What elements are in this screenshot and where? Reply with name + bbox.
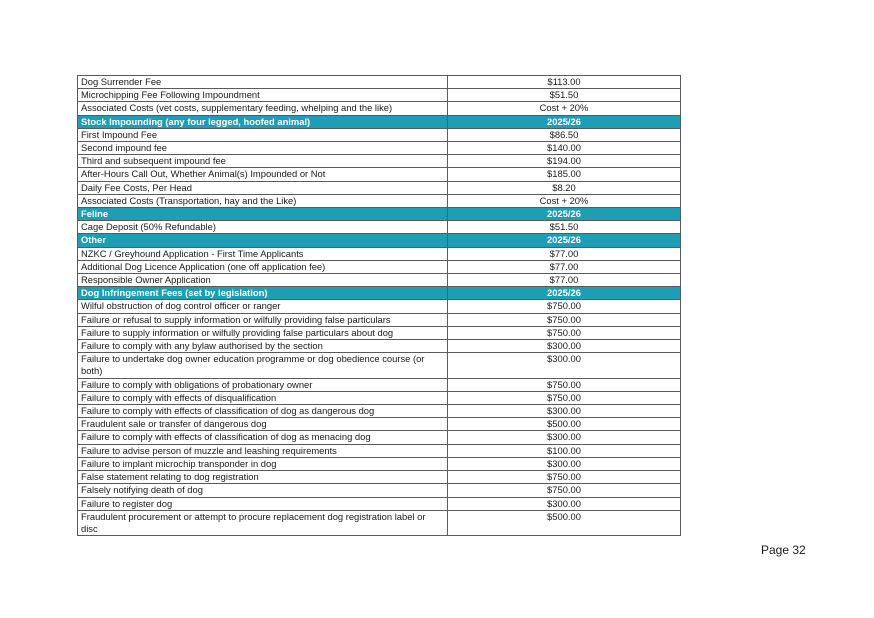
fee-amount: $100.00 bbox=[448, 444, 681, 457]
fee-amount: $500.00 bbox=[448, 418, 681, 431]
section-year: 2025/26 bbox=[448, 115, 681, 128]
fee-description: Failure to comply with effects of disqualification bbox=[78, 391, 448, 404]
fee-amount: $750.00 bbox=[448, 326, 681, 339]
fee-amount: $500.00 bbox=[448, 510, 681, 535]
table-row bbox=[78, 168, 681, 181]
fee-amount: $140.00 bbox=[448, 142, 681, 155]
fee-amount: $750.00 bbox=[448, 378, 681, 391]
fees-table bbox=[77, 75, 681, 536]
fee-description: Fraudulent sale or transfer of dangerous dog bbox=[78, 418, 448, 431]
table-row bbox=[78, 484, 681, 497]
fee-description: Failure to comply with obligations of probationary owner bbox=[78, 378, 448, 391]
fee-description: Additional Dog Licence Application (one off application fee) bbox=[78, 260, 448, 273]
fee-description: Responsible Owner Application bbox=[78, 274, 448, 287]
table-row bbox=[78, 497, 681, 510]
table-row bbox=[78, 247, 681, 260]
table-row bbox=[78, 340, 681, 353]
fee-amount: Cost + 20% bbox=[448, 102, 681, 115]
table-row bbox=[78, 260, 681, 273]
table-row bbox=[78, 444, 681, 457]
table-row bbox=[78, 300, 681, 313]
table-row bbox=[78, 194, 681, 207]
fee-amount: $750.00 bbox=[448, 484, 681, 497]
fee-amount: $77.00 bbox=[448, 260, 681, 273]
table-row bbox=[78, 471, 681, 484]
table-row bbox=[78, 76, 681, 89]
section-title: Other bbox=[78, 234, 448, 247]
table-row bbox=[78, 221, 681, 234]
fee-amount: $51.50 bbox=[448, 89, 681, 102]
table-row bbox=[78, 418, 681, 431]
fee-description: Failure or refusal to supply information or wilfully providing false particulars bbox=[78, 313, 448, 326]
fee-description: Failure to advise person of muzzle and leashing requirements bbox=[78, 444, 448, 457]
table-row bbox=[78, 353, 681, 378]
table-row bbox=[78, 326, 681, 339]
fee-amount: $77.00 bbox=[448, 247, 681, 260]
section-year: 2025/26 bbox=[448, 208, 681, 221]
fee-amount: $194.00 bbox=[448, 155, 681, 168]
table-row bbox=[78, 274, 681, 287]
table-row bbox=[78, 181, 681, 194]
fee-description: NZKC / Greyhound Application - First Time Applicants bbox=[78, 247, 448, 260]
fee-amount: $300.00 bbox=[448, 353, 681, 378]
section-header-row bbox=[78, 115, 681, 128]
fee-amount: $113.00 bbox=[448, 76, 681, 89]
fee-description: Failure to comply with effects of classification of dog as menacing dog bbox=[78, 431, 448, 444]
table-row bbox=[78, 142, 681, 155]
fee-amount: $8.20 bbox=[448, 181, 681, 194]
fee-description: Cage Deposit (50% Refundable) bbox=[78, 221, 448, 234]
section-header-row bbox=[78, 208, 681, 221]
fee-amount: $300.00 bbox=[448, 340, 681, 353]
fee-amount: $86.50 bbox=[448, 128, 681, 141]
fee-description: Failure to register dog bbox=[78, 497, 448, 510]
fee-description: Microchipping Fee Following Impoundment bbox=[78, 89, 448, 102]
table-row bbox=[78, 405, 681, 418]
fee-amount: $750.00 bbox=[448, 313, 681, 326]
fee-amount: $750.00 bbox=[448, 300, 681, 313]
table-row bbox=[78, 155, 681, 168]
table-row bbox=[78, 313, 681, 326]
section-title: Dog Infringement Fees (set by legislation) bbox=[78, 287, 448, 300]
fee-description: After-Hours Call Out, Whether Animal(s) Impounded or Not bbox=[78, 168, 448, 181]
table-row bbox=[78, 391, 681, 404]
table-row bbox=[78, 89, 681, 102]
fees-table-body bbox=[78, 76, 681, 536]
fee-amount: $185.00 bbox=[448, 168, 681, 181]
fee-amount: $51.50 bbox=[448, 221, 681, 234]
fee-amount: $300.00 bbox=[448, 457, 681, 470]
fee-description: Failure to implant microchip transponder in dog bbox=[78, 457, 448, 470]
section-title: Feline bbox=[78, 208, 448, 221]
fee-description: Daily Fee Costs, Per Head bbox=[78, 181, 448, 194]
section-year: 2025/26 bbox=[448, 287, 681, 300]
fee-description: Failure to undertake dog owner education programme or dog obedience course (or both) bbox=[78, 353, 448, 378]
section-header-row bbox=[78, 287, 681, 300]
section-title: Stock Impounding (any four legged, hoofed animal) bbox=[78, 115, 448, 128]
fee-description: First Impound Fee bbox=[78, 128, 448, 141]
fee-description: Associated Costs (Transportation, hay and the Like) bbox=[78, 194, 448, 207]
table-row bbox=[78, 510, 681, 535]
fee-amount: $300.00 bbox=[448, 497, 681, 510]
page-number: Page 32 bbox=[761, 543, 806, 557]
section-year: 2025/26 bbox=[448, 234, 681, 247]
fee-amount: $750.00 bbox=[448, 391, 681, 404]
section-header-row bbox=[78, 234, 681, 247]
fee-description: Failure to supply information or wilfully providing false particulars about dog bbox=[78, 326, 448, 339]
fee-description: Fraudulent procurement or attempt to procure replacement dog registration label or disc bbox=[78, 510, 448, 535]
fee-amount: $77.00 bbox=[448, 274, 681, 287]
fee-amount: $300.00 bbox=[448, 405, 681, 418]
fee-description: Dog Surrender Fee bbox=[78, 76, 448, 89]
table-row bbox=[78, 102, 681, 115]
fee-description: Associated Costs (vet costs, supplementary feeding, whelping and the like) bbox=[78, 102, 448, 115]
fee-amount: $750.00 bbox=[448, 471, 681, 484]
table-row bbox=[78, 457, 681, 470]
fee-amount: Cost + 20% bbox=[448, 194, 681, 207]
table-row bbox=[78, 128, 681, 141]
fee-amount: $300.00 bbox=[448, 431, 681, 444]
fee-description: Second impound fee bbox=[78, 142, 448, 155]
fee-description: Failure to comply with any bylaw authorised by the section bbox=[78, 340, 448, 353]
fee-description: Failure to comply with effects of classification of dog as dangerous dog bbox=[78, 405, 448, 418]
fee-description: False statement relating to dog registration bbox=[78, 471, 448, 484]
table-row bbox=[78, 431, 681, 444]
table-row bbox=[78, 378, 681, 391]
fee-description: Third and subsequent impound fee bbox=[78, 155, 448, 168]
fee-description: Falsely notifying death of dog bbox=[78, 484, 448, 497]
fee-description: Wilful obstruction of dog control officer or ranger bbox=[78, 300, 448, 313]
